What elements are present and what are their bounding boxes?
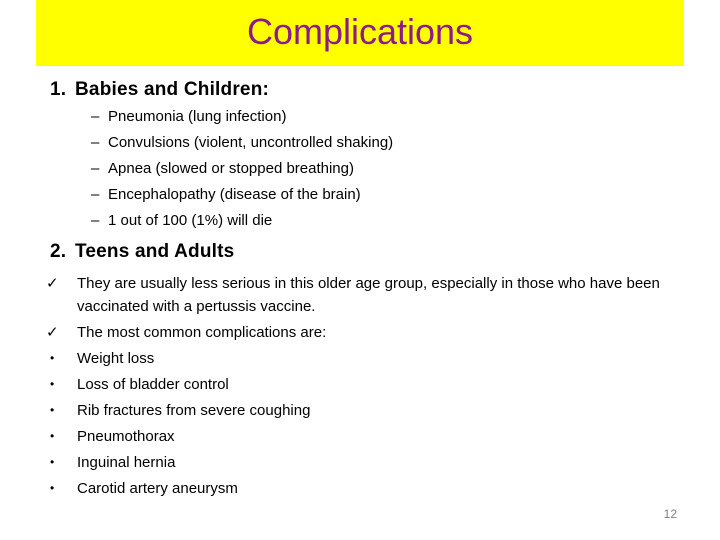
teens-complications-list [46, 272, 686, 503]
section-heading-teens [50, 241, 234, 263]
list-item-text: Pneumothorax [77, 428, 175, 445]
list-item-text: Encephalopathy (disease of the brain) [108, 186, 361, 203]
bullet-icon: • [50, 377, 55, 391]
babies-complications-list [91, 107, 394, 237]
bullet-icon: • [50, 429, 55, 443]
check-icon: ✓ [46, 324, 59, 341]
list-item-text: Convulsions (violent, uncontrolled shaking) [108, 134, 394, 151]
section-heading-babies [50, 79, 269, 101]
list-item [46, 272, 686, 318]
page-number: 12 [663, 507, 677, 521]
list-item [46, 451, 686, 474]
list-item [46, 347, 686, 370]
section-title: Babies and Children: [75, 79, 270, 100]
list-item-text: Loss of bladder control [77, 376, 229, 393]
list-item [46, 425, 686, 448]
bullet-icon: • [50, 455, 55, 469]
list-item [91, 107, 393, 133]
bullet-icon: • [50, 351, 55, 365]
list-item-text: Carotid artery aneurysm [77, 480, 238, 497]
list-item-text: Rib fractures from severe coughing [77, 402, 311, 419]
section-title: Teens and Adults [75, 241, 235, 262]
dash-marker: – [91, 108, 100, 125]
list-item [91, 211, 393, 237]
list-item-text: Apnea (slowed or stopped breathing) [108, 160, 354, 177]
list-item-text: They are usually less serious in this older age group, especially in those who have been vaccinated with a pertussis vaccine. [77, 275, 660, 315]
list-item [91, 185, 393, 211]
list-item [91, 159, 393, 185]
list-item [46, 399, 686, 422]
bullet-icon: • [50, 481, 55, 495]
dash-marker: – [91, 212, 100, 229]
list-item-text: Pneumonia (lung infection) [108, 108, 287, 125]
list-item [91, 133, 394, 159]
list-item-text: 1 out of 100 (1%) will die [108, 212, 273, 229]
dash-marker: – [91, 160, 100, 177]
list-item [46, 477, 686, 500]
list-item-text: Inguinal hernia [77, 454, 176, 471]
list-item-text: The most common complications are: [77, 324, 327, 341]
title-banner [36, 0, 684, 66]
check-icon: ✓ [46, 275, 59, 292]
list-item [46, 373, 686, 396]
slide-title: Complications [246, 11, 474, 52]
dash-marker: – [91, 186, 100, 203]
list-item-text: Weight loss [77, 350, 155, 367]
list-item [46, 321, 686, 344]
section-number: 2. [50, 241, 67, 262]
dash-marker: – [91, 134, 100, 151]
bullet-icon: • [50, 403, 55, 417]
section-number: 1. [50, 79, 67, 100]
